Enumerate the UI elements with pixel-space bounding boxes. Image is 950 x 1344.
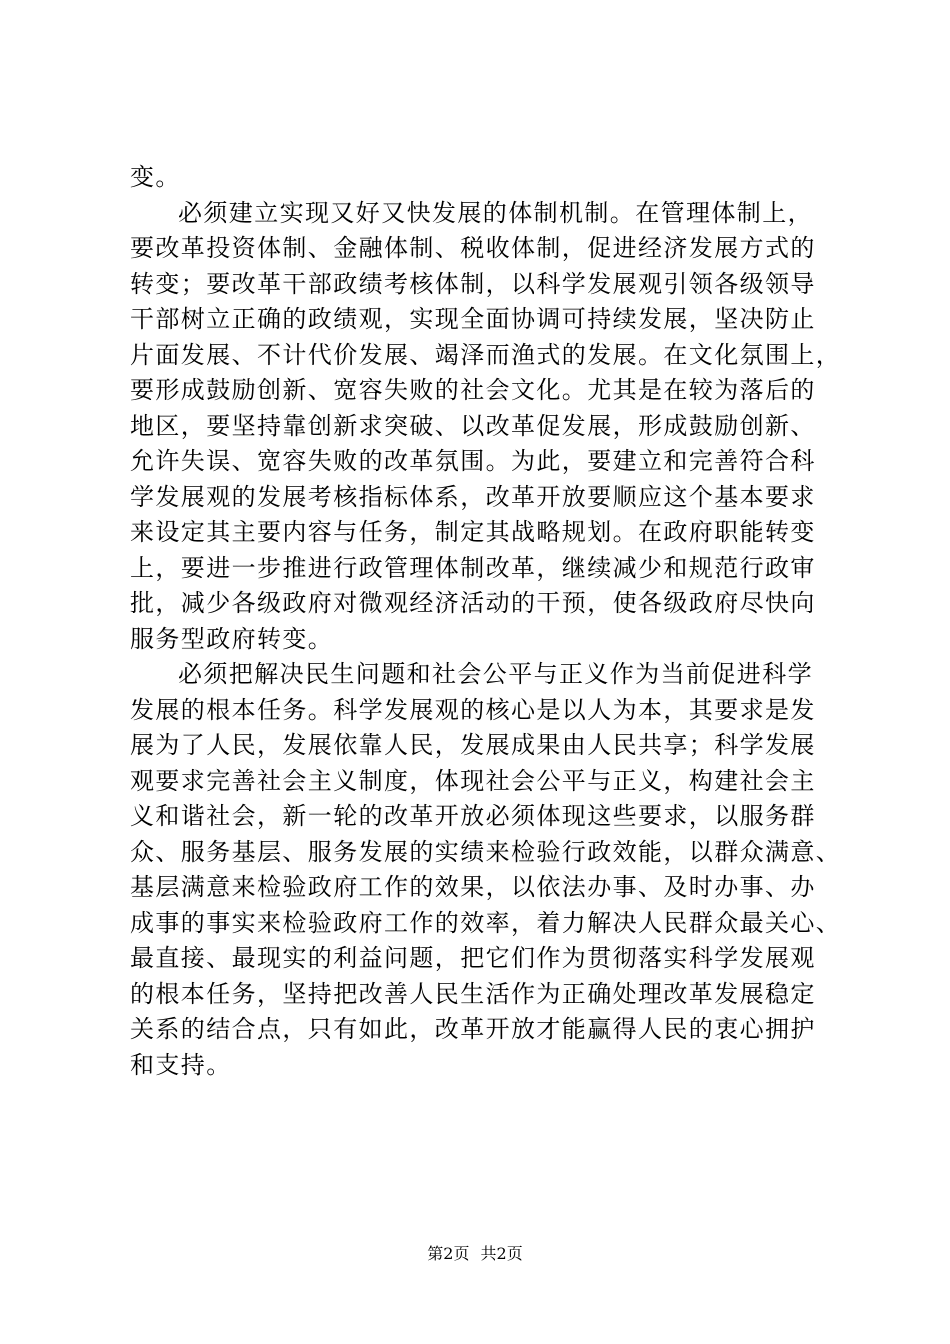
text-line: 最直接、最现实的利益问题，把它们作为贯彻落实科学发展观 [130,944,816,972]
text-line: 服务型政府转变。 [130,624,334,653]
text-line: 必须把解决民生问题和社会公平与正义作为当前促进科学 [178,660,813,688]
text-line: 片面发展、不计代价发展、竭泽而渔式的发展。在文化氛围上， [130,340,842,369]
text-line: 发展的根本任务。科学发展观的核心是以人为本，其要求是发 [130,695,816,724]
text-line: 众、服务基层、服务发展的实绩来检验行政效能，以群众满意、 [130,837,842,866]
text-line: 干部树立正确的政绩观，实现全面协调可持续发展，坚决防止 [130,305,816,333]
text-line: 要形成鼓励创新、宽容失败的社会文化。尤其是在较为落后的 [130,376,816,404]
text-line: 义和谐社会，新一轮的改革开放必须体现这些要求，以服务群 [130,802,816,830]
text-line: 的根本任务，坚持把改善人民生活作为正确处理改革发展稳定 [130,979,816,1008]
text-line: 展为了人民，发展依靠人民，发展成果由人民共享；科学发展 [130,731,816,759]
page-total: 共2页 [480,1244,523,1263]
page-number: 第2页 [427,1244,470,1263]
text-line: 成事的事实来检验政府工作的效率，着力解决人民群众最关心、 [130,908,842,937]
text-line: 要改革投资体制、金融体制、税收体制，促进经济发展方式的 [130,234,816,262]
text-line: 基层满意来检验政府工作的效果，以依法办事、及时办事、办 [130,873,816,901]
text-line: 和支持。 [130,1050,232,1079]
text-line: 上，要进一步推进行政管理体制改革，继续减少和规范行政审 [130,553,816,582]
page-footer [0,1243,950,1265]
text-line: 批，减少各级政府对微观经济活动的干预，使各级政府尽快向 [130,589,816,617]
text-line: 观要求完善社会主义制度，体现社会公平与正义，构建社会主 [130,766,816,795]
text-line: 变。 [130,163,181,191]
text-line: 关系的结合点，只有如此，改革开放才能赢得人民的衷心拥护 [130,1015,816,1043]
text-line: 允许失误、宽容失败的改革氛围。为此，要建立和完善符合科 [130,447,816,475]
text-line: 必须建立实现又好又快发展的体制机制。在管理体制上， [178,198,813,227]
text-line: 地区，要坚持靠创新求突破、以改革促发展，形成鼓励创新、 [130,411,816,440]
text-line: 来设定其主要内容与任务，制定其战略规划。在政府职能转变 [130,518,816,546]
text-line: 转变；要改革干部政绩考核体制，以科学发展观引领各级领导 [130,269,816,298]
body-text [130,160,850,1083]
text-line: 学发展观的发展考核指标体系，改革开放要顺应这个基本要求 [130,482,816,511]
